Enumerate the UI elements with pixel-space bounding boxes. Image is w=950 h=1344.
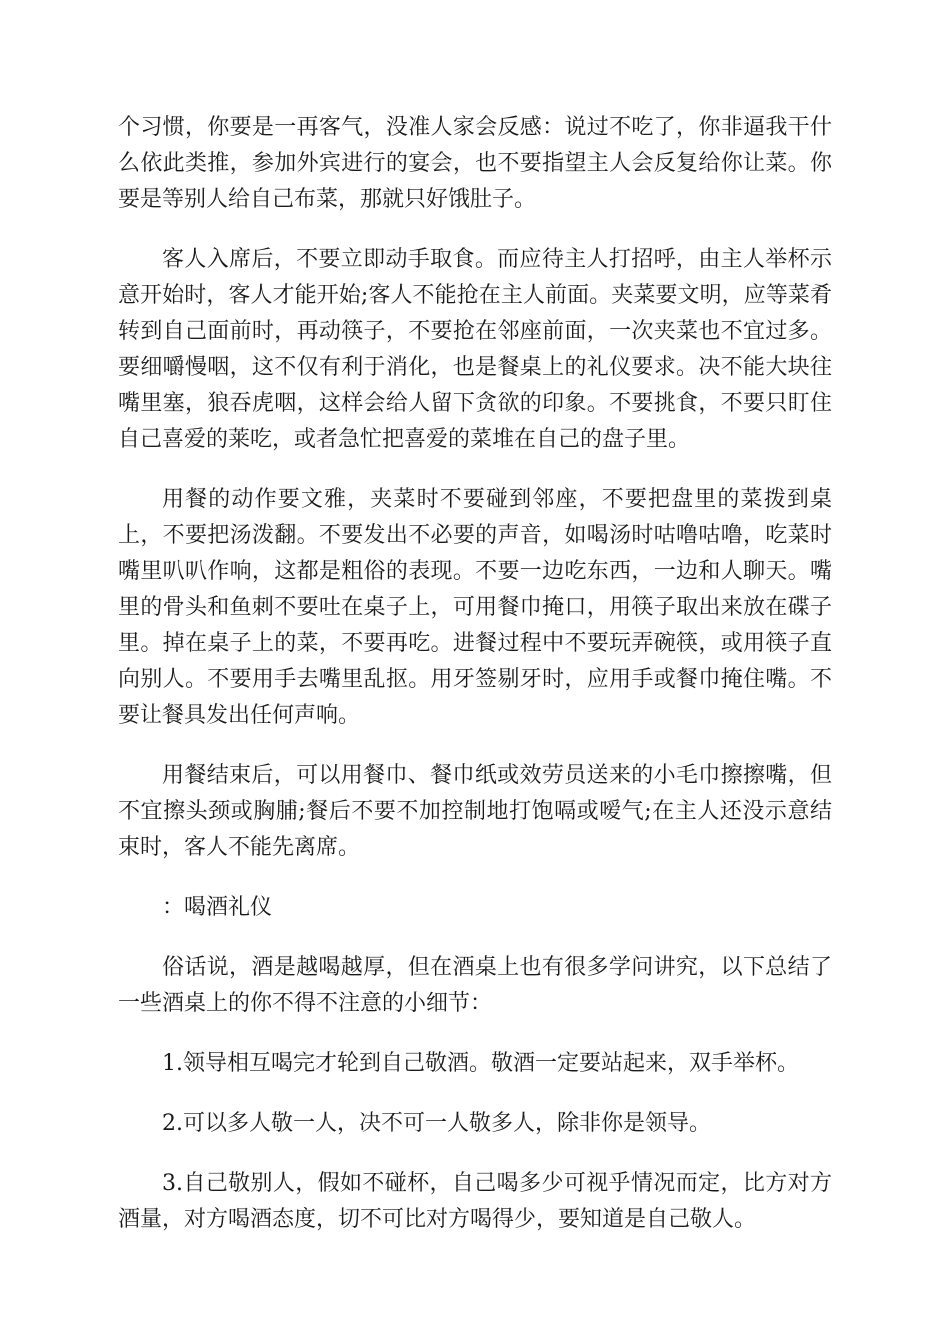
document-body (118, 110, 832, 1262)
paragraph-4: 用餐结束后，可以用餐巾、餐巾纸或效劳员送来的小毛巾擦擦嘴，但不宜擦头颈或胸脯;餐后不要不加控制地打饱嗝或嗳气;在主人还没示意结束时，客人不能先离席。 (118, 763, 832, 860)
paragraph-5: 俗话说，酒是越喝越厚，但在酒桌上也有很多学问讲究，以下总结了一些酒桌上的你不得不注意的小细节： (118, 955, 832, 1016)
list-item-1: 1.领导相互喝完才轮到自己敬酒。敬酒一定要站起来，双手举杯。 (162, 1051, 799, 1076)
section-heading-drinking-etiquette: ：喝酒礼仪 (162, 895, 273, 920)
list-item-2: 2.可以多人敬一人，决不可一人敬多人，除非你是领导。 (162, 1111, 711, 1136)
paragraph-3: 用餐的动作要文雅，夹菜时不要碰到邻座，不要把盘里的菜拨到桌上，不要把汤泼翻。不要发出不必要的声音，如喝汤时咕噜咕噜，吃菜时嘴里叭叭作响，这都是粗俗的表现。不要一边吃东西，一边和人聊天。嘴里的骨头和鱼刺不要吐在桌子上，可用餐巾掩口，用筷子取出来放在碟子里。掉在桌子上的菜，不要再吃。进餐过程中不要玩弄碗筷，或用筷子直向别人。不要用手去嘴里乱抠。用牙签剔牙时，应用手或餐巾掩住嘴。不要让餐具发出任何声响。 (118, 487, 832, 728)
paragraph-2: 客人入席后，不要立即动手取食。而应待主人打招呼，由主人举杯示意开始时，客人才能开始;客人不能抢在主人前面。夹菜要文明，应等菜肴转到自己面前时，再动筷子，不要抢在邻座前面，一次夹菜也不宜过多。要细嚼慢咽，这不仅有利于消化，也是餐桌上的礼仪要求。决不能大块往嘴里塞，狼吞虎咽，这样会给人留下贪欲的印象。不要挑食，不要只盯住自己喜爱的莱吃，或者急忙把喜爱的菜堆在自己的盘子里。 (118, 247, 832, 452)
list-item-3: 3.自己敬别人，假如不碰杯，自己喝多少可视乎情况而定，比方对方酒量，对方喝酒态度，切不可比对方喝得少，要知道是自己敬人。 (118, 1171, 832, 1232)
paragraph-1: 个习惯，你要是一再客气，没准人家会反感：说过不吃了，你非逼我干什么依此类推，参加外宾进行的宴会，也不要指望主人会反复给你让菜。你要是等别人给自己布菜，那就只好饿肚子。 (118, 115, 832, 212)
